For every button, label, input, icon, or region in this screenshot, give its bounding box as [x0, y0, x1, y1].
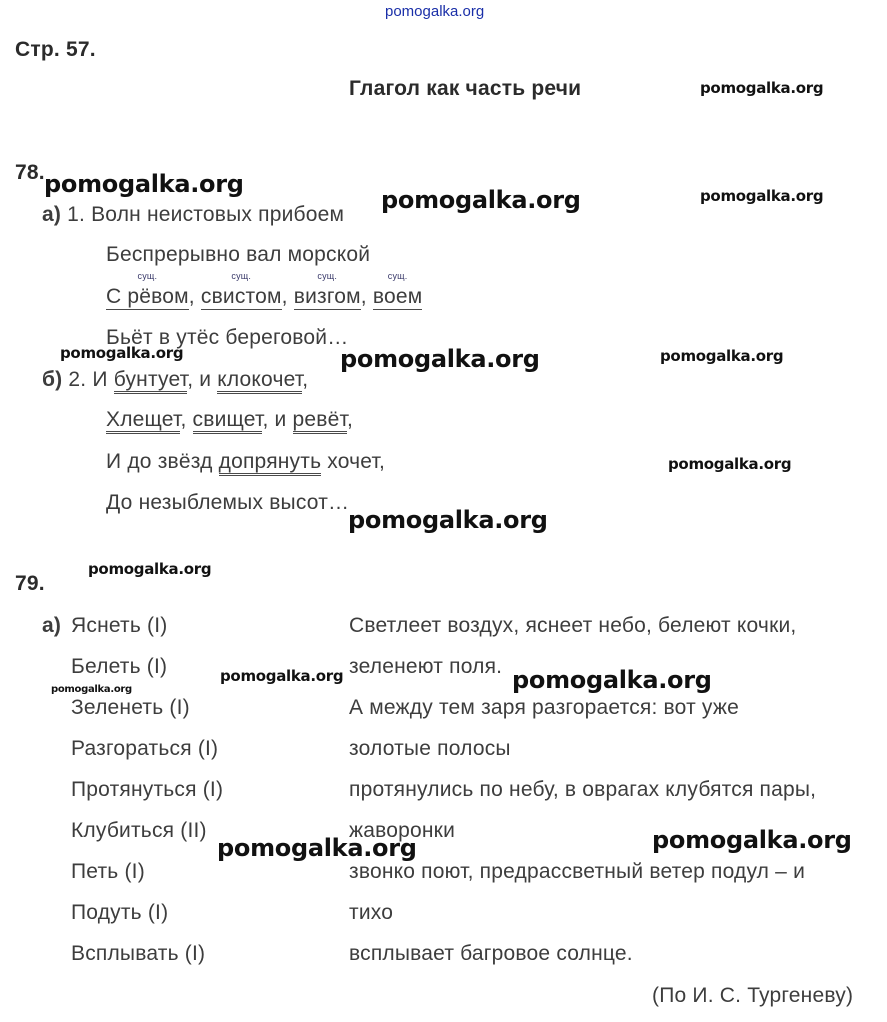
watermark: pomogalka.org — [512, 666, 712, 694]
site-top-label[interactable]: pomogalka.org — [385, 3, 485, 20]
ex78-a-marker: а) — [42, 203, 62, 226]
watermark: pomogalka.org — [652, 826, 852, 854]
noun-label: сущ. — [137, 271, 158, 281]
watermark: pomogalka.org — [88, 560, 212, 578]
noun-voem: сущ. воем — [372, 271, 423, 308]
watermark: pomogalka.org — [217, 834, 417, 862]
exercise-79-number: 79. — [15, 572, 45, 595]
watermark: pomogalka.org — [44, 170, 244, 198]
verb-item: Клубиться (II) — [71, 819, 207, 842]
ex78-line2: Беспрерывно вал морской — [106, 243, 371, 266]
watermark: pomogalka.org — [700, 187, 824, 205]
source-attribution: (По И. С. Тургеневу) — [652, 984, 854, 1007]
verb-svishchet: свищет — [193, 408, 263, 434]
verb-item: Белеть (I) — [71, 655, 168, 678]
ex78-b-line3: И до звёзд допрянуть хочет, — [106, 450, 385, 474]
watermark: pomogalka.org — [51, 684, 132, 695]
passage-line: всплывает багровое солнце. — [349, 942, 633, 965]
watermark: pomogalka.org — [220, 667, 344, 685]
watermark: pomogalka.org — [340, 345, 540, 373]
passage-line: жаворонки — [349, 819, 456, 842]
verb-item: Подуть (I) — [71, 901, 169, 924]
watermark: pomogalka.org — [700, 79, 824, 97]
noun-vizgom: сущ. визгом — [293, 271, 361, 308]
verb-hleshchet: Хлещет — [106, 408, 180, 434]
noun-label: сущ. — [231, 271, 252, 281]
passage-line: золотые полосы — [349, 737, 511, 760]
verb-item: Петь (I) — [71, 860, 145, 883]
passage-line: звонко поют, предрассветный ветер подул – и — [349, 860, 806, 883]
passage-line: зеленеют поля. — [349, 655, 503, 678]
verb-revyot: ревёт — [293, 408, 347, 434]
ex78-a-line1 — [42, 203, 344, 227]
verb-item: Протянуться (I) — [71, 778, 224, 801]
watermark: pomogalka.org — [668, 455, 792, 473]
ex78-b-line4: До незыблемых высот… — [106, 491, 350, 514]
ex78-line1-text: 1. Волн неистовых прибоем — [67, 203, 345, 226]
passage-line: тихо — [349, 901, 394, 924]
watermark: pomogalka.org — [348, 506, 548, 534]
passage-line: протянулись по небу, в оврагах клубятся пары, — [349, 778, 817, 801]
watermark: pomogalka.org — [381, 186, 581, 214]
ex78-b-line1: б) 2. И бунтует, и клокочет, — [42, 368, 308, 392]
verb-buntuet: бунтует — [114, 368, 187, 394]
ex78-b-marker: б) — [42, 368, 63, 391]
exercise-78-number: 78. — [15, 161, 45, 184]
verb-klokochet: клокочет — [217, 368, 302, 394]
noun-label: сущ. — [317, 271, 338, 281]
watermark: pomogalka.org — [660, 347, 784, 365]
noun-ryovom: сущ. С рёвом — [106, 271, 189, 308]
passage-line: А между тем заря разгорается: вот уже — [349, 696, 739, 719]
ex78-line3: сущ. С рёвом, сущ. свистом, сущ. визгом, сущ. воем — [106, 271, 423, 308]
ex79-a-marker: а) — [42, 614, 62, 637]
passage-line: Светлеет воздух, яснеет небо, белеют кочки, — [349, 614, 797, 637]
watermark: pomogalka.org — [60, 344, 184, 362]
section-heading: Глагол как часть речи — [349, 77, 582, 100]
verb-item: Зеленеть (I) — [71, 696, 190, 719]
noun-label: сущ. — [387, 271, 408, 281]
noun-svistom: сущ. свистом — [200, 271, 282, 308]
ex78-b-line2: Хлещет, свищет, и ревёт, — [106, 408, 353, 432]
ex78-line4: Бьёт в утёс береговой… — [106, 326, 349, 349]
verb-item: Яснеть (I) — [71, 614, 168, 637]
page-label: Стр. 57. — [15, 38, 96, 61]
verb-item: Всплывать (I) — [71, 942, 206, 965]
verb-item: Разгораться (I) — [71, 737, 219, 760]
verb-dopryanut: допрянуть — [219, 450, 322, 476]
